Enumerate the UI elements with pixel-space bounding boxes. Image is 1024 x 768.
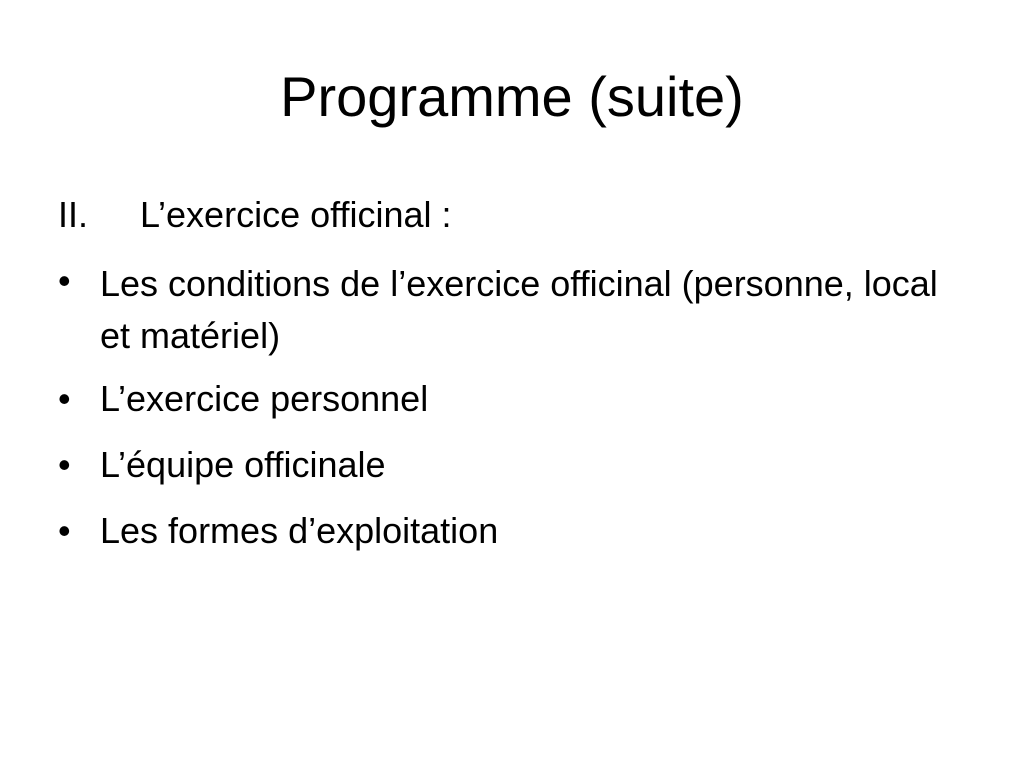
bullet-text: Les conditions de l’exercice officinal (personne, local et matériel): [100, 263, 938, 356]
list-item: [58, 442, 958, 488]
bullet-text: L’équipe officinale: [100, 444, 386, 485]
slide-body-list: [58, 192, 958, 574]
list-item: [58, 258, 958, 362]
list-item: [58, 508, 958, 554]
section-heading: L’exercice officinal :: [140, 194, 452, 235]
bullet-icon: •: [58, 444, 71, 485]
bullet-icon: •: [58, 378, 71, 419]
roman-numeral: II.: [58, 194, 89, 235]
bullet-text: Les formes d’exploitation: [100, 510, 499, 551]
slide-title: Programme (suite): [280, 65, 744, 128]
list-item: [58, 376, 958, 422]
bullet-text: L’exercice personnel: [100, 378, 429, 419]
bullet-icon: •: [58, 260, 71, 301]
section-heading-item: [58, 192, 958, 238]
bullet-icon: •: [58, 510, 71, 551]
